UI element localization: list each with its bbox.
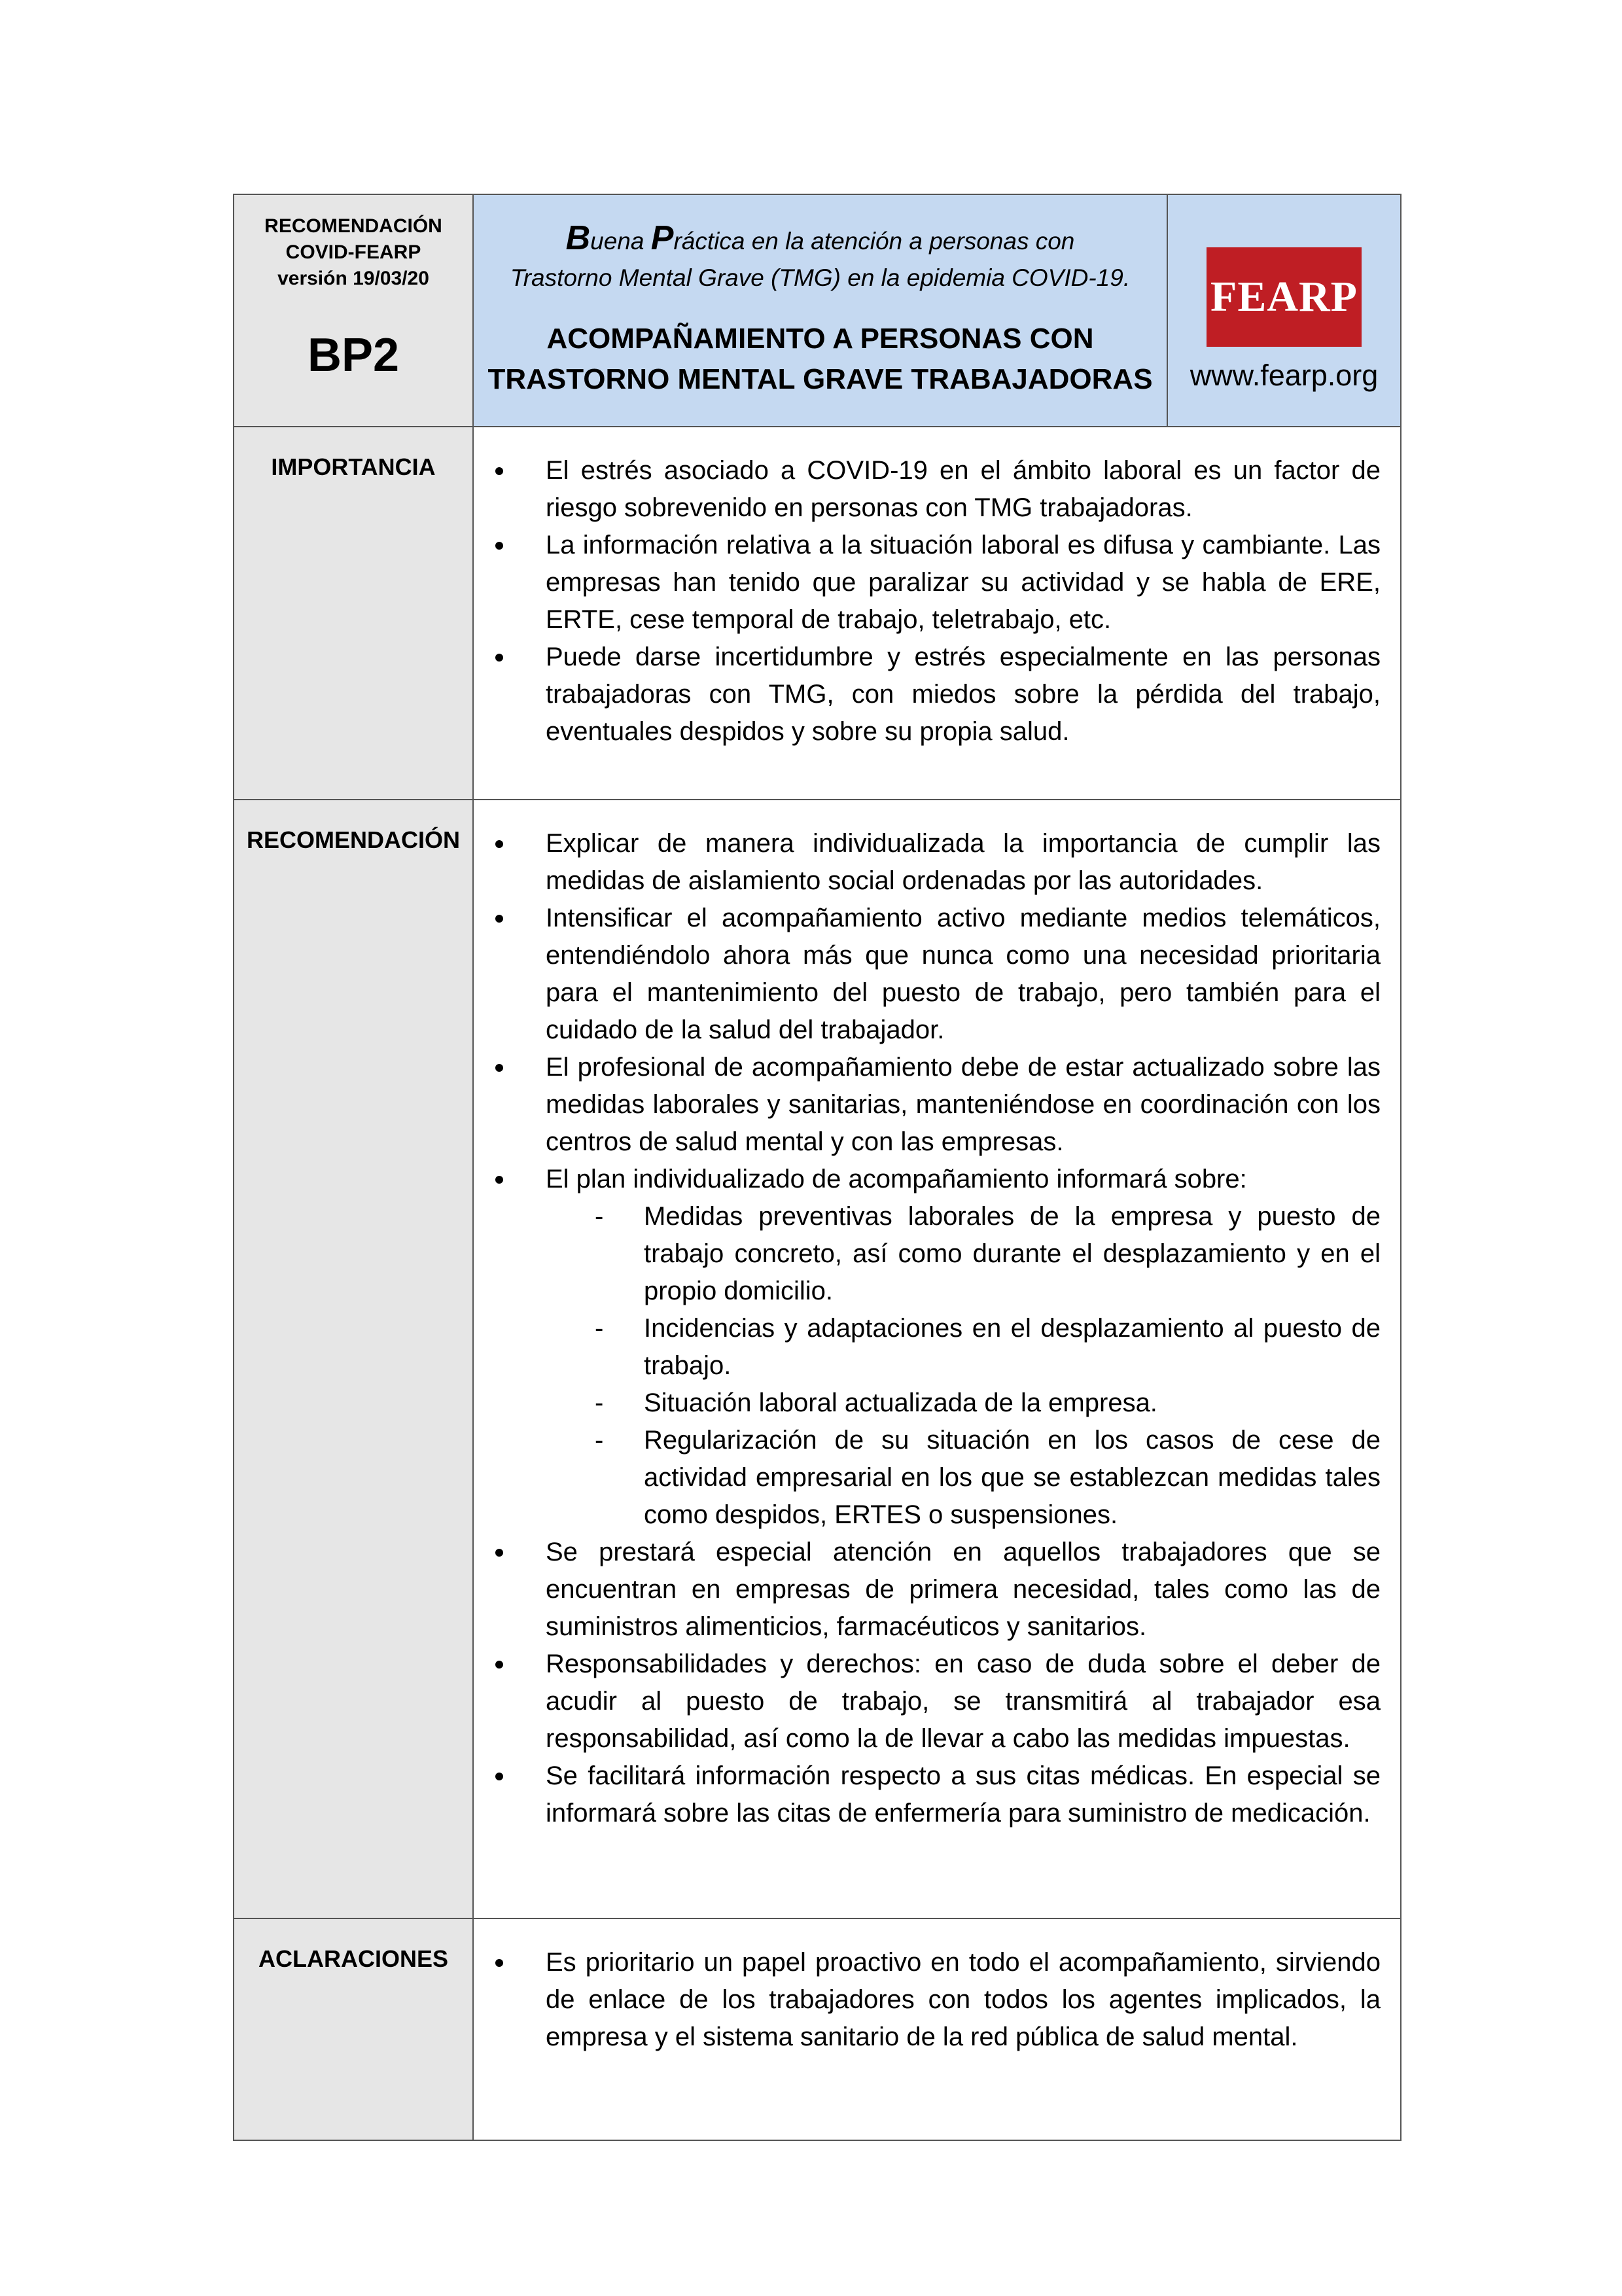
aclaraciones-row [234,1918,1401,2140]
importancia-row [234,427,1401,800]
row-label: RECOMENDACIÓN [234,800,473,1918]
sub-list-item: - Situación laboral actualizada de la empresa. [546,1385,1381,1422]
bullet-icon [495,1064,503,1072]
bullet-icon [495,840,503,848]
list-item: Es prioritario un papel proactivo en todo el acompañamiento, sirviendo de enlace de los trabajadores con todos los agentes implicados, la empresa y el sistema sanitario de la red pública de salud mental. [474,1944,1381,2056]
sub-list-item: - Medidas preventivas laborales de la empresa y puesto de trabajo concreto, así como durante el desplazamiento y en el propio domicilio. [546,1198,1381,1310]
bullet-icon [495,1959,503,1967]
row-label: ACLARACIONES [234,1918,473,2140]
list-item: El estrés asociado a COVID-19 en el ámbito laboral es un factor de riesgo sobrevenido en personas con TMG trabajadoras. [474,452,1381,527]
row-content [473,427,1401,800]
sub-list [546,1198,1381,1534]
logo-cell [1167,194,1401,427]
bullet-icon [495,1773,503,1780]
practice-code: BP2 [307,329,400,381]
recommendation-id-cell [234,194,473,427]
row-label: IMPORTANCIA [234,427,473,800]
website-text: www.fearp.org [1190,359,1379,392]
list-item: Responsabilidades y derechos: en caso de duda sobre el deber de acudir al puesto de trabajo, se transmitirá al trabajador esa responsabilidad, así como la de llevar a cabo las medidas impuestas. [474,1646,1381,1757]
list-item: El plan individualizado de acompañamiento informará sobre: - Medidas preventivas laborales de la empresa y puesto de trabajo concreto, así como durante el desplazamiento y en el propio domicilio. - Incidencias y adaptaciones en el desplazamiento al puesto de trabajo. - Situación laboral actualizada de la empresa. - Regularización de su situación en los casos de cese de actividad empresarial en los que se establezcan medidas tales como despidos, ERTES o suspensiones. [474,1161,1381,1534]
list-item: Se prestará especial atención en aquellos trabajadores que se encuentran en empresas de primera necesidad, tales como las de suministros alimenticios, farmacéuticos y sanitarios. [474,1534,1381,1646]
fearp-logo: FEARP [1207,247,1362,347]
list-item: La información relativa a la situación laboral es difusa y cambiante. Las empresas han tenido que paralizar su actividad y se habla de ERE, ERTE, cese temporal de trabajo, teletrabajo, etc. [474,527,1381,639]
dash-icon: - [595,1388,604,1417]
dash-icon: - [595,1314,604,1343]
bullet-icon [495,1549,503,1557]
rec-line: RECOMENDACIÓN [264,215,442,237]
list-item: Puede darse incertidumbre y estrés especialmente en las personas trabajadoras con TMG, con miedos sobre la pérdida del trabajo, eventuales despidos y sobre su propia salud. [474,639,1381,751]
sub-list-item: - Regularización de su situación en los casos de cese de actividad empresarial en los que se establezcan medidas tales como despidos, ERTES o suspensiones. [546,1422,1381,1534]
row-content [473,800,1401,1918]
bullet-icon [495,654,503,662]
recommendation-table [233,194,1402,2141]
header-title-cell [473,194,1167,427]
list-item: Intensificar el acompañamiento activo mediante medios telemáticos, entendiéndolo ahora más que nunca como una necesidad prioritaria para el mantenimiento del puesto de trabajo, pero también para el cuidado de la salud del trabajador. [474,900,1381,1049]
row-content [473,1918,1401,2140]
tagline: Buena Práctica en la atención a personas con Trastorno Mental Grave (TMG) en la epidemia COVID-19. [510,219,1131,291]
bullet-icon [495,1661,503,1669]
bullet-icon [495,1176,503,1184]
bullet-icon [495,542,503,550]
dash-icon: - [595,1426,604,1455]
list-item: Explicar de manera individualizada la importancia de cumplir las medidas de aislamiento social ordenadas por las autoridades. [474,825,1381,900]
list-item: Se facilitará información respecto a sus citas médicas. En especial se informará sobre las citas de enfermería para suministro de medicación. [474,1757,1381,1832]
bullet-icon [495,467,503,475]
rec-line: COVID-FEARP [285,241,421,263]
list-item: El profesional de acompañamiento debe de estar actualizado sobre las medidas laborales y sanitarias, manteniéndose en coordinación con los centros de salud mental y con las empresas. [474,1049,1381,1161]
recomendacion-row [234,800,1401,1918]
header-row [234,194,1401,427]
sub-list-item: - Incidencias y adaptaciones en el desplazamiento al puesto de trabajo. [546,1310,1381,1385]
bullet-icon [495,915,503,923]
dash-icon: - [595,1202,604,1231]
version-line: versión 19/03/20 [277,268,429,289]
page-title: ACOMPAÑAMIENTO A PERSONAS CON TRASTORNO MENTAL GRAVE TRABAJADORAS [487,323,1153,395]
